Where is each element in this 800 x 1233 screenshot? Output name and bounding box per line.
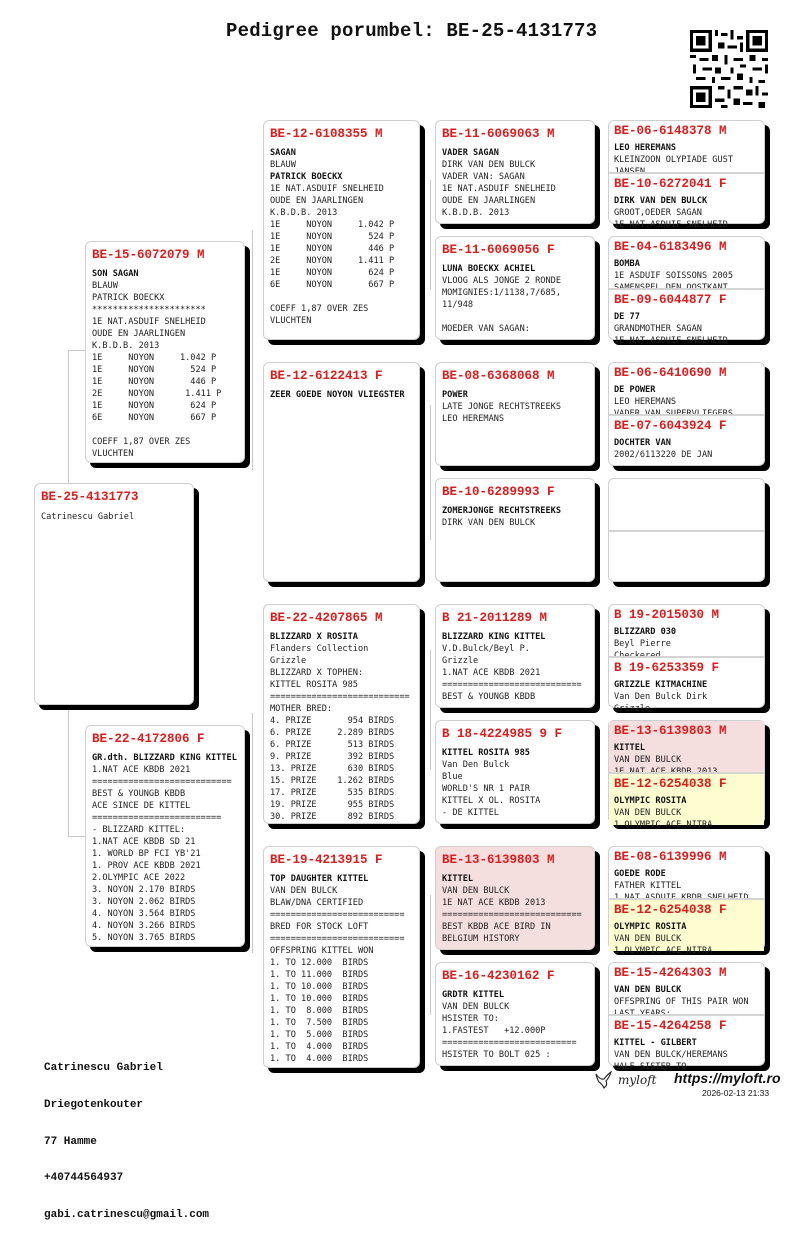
notes	[442, 517, 589, 529]
notes	[614, 933, 759, 957]
note-line: 11/948	[442, 300, 474, 310]
pigeon-name: VAN DEN BULCK	[614, 985, 682, 995]
note-line: 2002/6113220 DE JAN	[614, 450, 713, 460]
ancestor-entry[interactable]	[609, 288, 764, 346]
pigeon-name: BLIZZARD KING KITTEL	[442, 632, 546, 642]
note-line: ===========================	[442, 910, 582, 920]
ring-number: BE-09-6044877 F	[614, 293, 727, 307]
ring-number: BE-13-6139803 M	[442, 853, 555, 867]
pigeon-name: SON SAGAN	[92, 269, 139, 279]
note-line: VAN DEN BULCK	[270, 886, 338, 896]
note-line: FATHER KITTEL	[614, 881, 682, 891]
ancestor-entry[interactable]	[609, 121, 764, 177]
note-line: BEST KBDB ACE BIRD IN	[442, 922, 551, 932]
qr-code-icon	[690, 30, 768, 108]
note-line: MOEDER VAN SAGAN:	[442, 324, 530, 334]
pigeon-name: ZOMERJONGE RECHTSTREEKS	[442, 506, 561, 516]
note-line: DIRK VAN DEN BULCK	[442, 518, 536, 528]
ancestor-entry[interactable]	[609, 656, 764, 714]
pigeon-name: VADER SAGAN	[442, 148, 499, 158]
note-line: GROOT,OEDER SAGAN	[614, 208, 702, 218]
ring-number: BE-16-4230162 F	[442, 969, 555, 983]
notes	[270, 643, 414, 823]
pigeon-name: ZEER GOEDE NOYON VLIEGSTER	[270, 390, 405, 400]
owner-name: Catrinescu Gabriel	[44, 1062, 163, 1075]
note-line: 1. WORLD BP FCI YB'21	[92, 849, 201, 859]
note-line: 1E NOYON 446 P	[270, 244, 395, 254]
note-line: OUDE EN JAARLINGEN	[270, 196, 364, 206]
note-line: BELGIUM HISTORY	[442, 934, 520, 944]
note-line: OUDE EN JAARLINGEN	[442, 196, 536, 206]
pigeon-name: BLIZZARD X ROSITA	[270, 632, 358, 642]
ring-number: BE-07-6043924 F	[614, 419, 727, 433]
ancestor-entry[interactable]	[609, 898, 764, 956]
note-line: Flanders Collection	[270, 644, 369, 654]
notes	[92, 280, 239, 460]
ancestor-entry[interactable]	[609, 605, 764, 661]
pigeon-name: DE POWER	[614, 385, 656, 395]
note-line: 1E NAT.ASDUIF SNELHEID	[442, 184, 556, 194]
note-line: Checkered	[614, 651, 661, 661]
notes	[442, 1001, 589, 1061]
note-line: 1E NOYON 624 P	[270, 268, 395, 278]
pigeon-name: KITTEL ROSITA 985	[442, 748, 530, 758]
note-line: 1. TO 7.500 BIRDS	[270, 1018, 369, 1028]
note-line: 1E NOYON 524 P	[92, 365, 217, 375]
great-grandparent-card[interactable]	[435, 604, 595, 708]
ring-number: BE-19-4213915 F	[270, 853, 383, 867]
note-line: ==========================	[270, 910, 405, 920]
note-line: MOTHER BRED:	[270, 704, 333, 714]
ancestor-entry[interactable]	[609, 1014, 764, 1072]
note-line: 6E NOYON 667 P	[92, 413, 217, 423]
pigeon-name: KITTEL	[442, 874, 474, 884]
note-line: 1.OLYMPIC ACE NITRA	[614, 946, 713, 956]
ring-number: BE-12-6254038 F	[614, 777, 727, 791]
ancestor-entry[interactable]	[609, 772, 764, 830]
note-line: ===========================	[442, 680, 582, 690]
ring-number: BE-06-6410690 M	[614, 366, 727, 380]
great-grandparent-card[interactable]	[435, 846, 595, 950]
owner-city: 77 Hamme	[44, 1135, 97, 1148]
pigeon-name: KITTEL - GILBERT	[614, 1038, 697, 1048]
ring-number: BE-04-6183496 M	[614, 240, 727, 254]
grandparent-card[interactable]	[263, 846, 420, 1068]
website-link[interactable]: https://myloft.ro	[674, 1070, 781, 1086]
brand-logo	[594, 1070, 656, 1090]
ancestor-entry[interactable]	[609, 414, 764, 467]
note-line: OUDE EN JAARLINGEN	[92, 329, 186, 339]
note-line: Blue	[442, 772, 463, 782]
pigeon-name: DOCHTER VAN	[614, 438, 671, 448]
note-line: DIRK VAN DEN BULCK	[442, 160, 536, 170]
note-line: ===========================	[92, 777, 232, 787]
note-line: Grizzle	[442, 656, 479, 666]
owner-street: Driegotenkouter	[44, 1099, 144, 1112]
connector-line	[430, 405, 431, 540]
connector-line	[252, 713, 253, 953]
great-grandparent-card[interactable]	[435, 478, 595, 582]
ancestor-pair-card[interactable]	[608, 362, 765, 466]
note-line: LEO HEREMANS	[442, 414, 505, 424]
ancestor-entry[interactable]	[609, 721, 764, 772]
note-line: 1E NAT ACE KBDB 2013	[442, 898, 546, 908]
note-line: BLAW/DNA CERTIFIED	[270, 898, 364, 908]
note-line: ==========================	[442, 1038, 577, 1048]
note-line: - BLIZZARD KITTEL:	[92, 825, 186, 835]
note-line: BRED FOR STOCK LOFT	[270, 922, 369, 932]
notes	[442, 759, 589, 819]
connector-line	[68, 836, 86, 837]
ring-number: BE-08-6139996 M	[614, 850, 727, 864]
note-line: 1E NOYON 624 P	[92, 401, 217, 411]
note-line: BEST & YOUNGB KBDB	[442, 692, 536, 702]
note-line: 6. PRIZE 513 BIRDS	[270, 740, 395, 750]
note-line: VAN DEN BULCK	[614, 934, 682, 944]
mother-card[interactable]	[85, 725, 245, 947]
pigeon-name: OLYMPIC ROSITA	[614, 796, 687, 806]
note-line: VAN DEN BULCK/HEREMANS	[614, 1050, 728, 1060]
pigeon-name: SAGAN	[270, 148, 296, 158]
owner-phone: +40744564937	[44, 1172, 124, 1185]
note-line: VADER VAN: SAGAN	[442, 172, 525, 182]
note-line: 1E NAT.ASDUIF SNELHEID	[614, 336, 728, 346]
connector-line	[430, 895, 431, 1015]
note-line: 1.OLYMPIC ACE NITRA	[614, 820, 713, 830]
note-line: 1E NAT.ASDUIF SNELHEID	[614, 220, 728, 230]
note-line: COEFF 1,87 OVER ZES	[270, 304, 369, 314]
note-line: ==========================	[270, 934, 405, 944]
ring-number: BE-15-6072079 M	[92, 248, 205, 262]
note-line: K.B.D.B. 2013	[270, 208, 338, 218]
note-line: VLOOG ALS JONGE 2 RONDE	[442, 276, 561, 286]
timestamp: 2026-02-13 21:33	[702, 1088, 770, 1098]
note-line: 1. TO 4.000 BIRDS	[270, 1054, 369, 1064]
notes	[614, 323, 759, 347]
ancestor-entry[interactable]	[609, 479, 764, 530]
note-line: 1.NAT ACE KBDB 2021	[92, 765, 191, 775]
notes	[614, 691, 759, 715]
great-grandparent-card[interactable]	[435, 962, 595, 1066]
note-line: 4. PRIZE 954 BIRDS	[270, 716, 395, 726]
note-line: HSISTER TO BOLT 025 :	[442, 1050, 551, 1060]
note-line: 3. NOYON 2.062 BIRDS	[92, 897, 196, 907]
note-line: 15. PRIZE 1.262 BIRDS	[270, 776, 395, 786]
note-line: 30. PRIZE 892 BIRDS	[270, 812, 395, 822]
great-grandparent-card[interactable]	[435, 362, 595, 466]
subject-card[interactable]	[34, 483, 194, 705]
note-line: 1. PROV ACE KBDB 2021	[92, 861, 201, 871]
notes	[442, 643, 589, 703]
owner-email: gabi.catrinescu@gmail.com	[44, 1208, 210, 1221]
note-line: 1.FASTEST +12.000P	[442, 1026, 546, 1036]
ring-number: BE-10-6289993 F	[442, 485, 555, 499]
note-line: BLAUW	[270, 160, 296, 170]
notes	[270, 183, 414, 327]
note-line: LEO HEREMANS	[614, 397, 677, 407]
note-line: 19. PRIZE 955 BIRDS	[270, 800, 395, 810]
note-line: V.D.Bulck/Beyl P.	[442, 644, 530, 654]
note-line: VADER VAN SUPERVLIEGERS	[614, 409, 733, 419]
note-line: BEST & YOUNGB KBDB	[92, 789, 186, 799]
pigeon-name: OLYMPIC ROSITA	[614, 922, 687, 932]
note-line: Beyl Pierre	[614, 639, 671, 649]
pigeon-name: BOMBA	[614, 259, 640, 269]
grandparent-card[interactable]	[263, 120, 420, 340]
ring-number: B 19-2015030 M	[614, 608, 720, 622]
note-line: KITTEL ROSITA 985	[270, 680, 358, 690]
note-line: - DE KITTEL	[442, 808, 499, 818]
ring-number: BE-08-6368068 M	[442, 369, 555, 383]
note-line: 13. PRIZE 630 BIRDS	[270, 764, 395, 774]
note-line: OFFSPRING KITTEL WON	[270, 946, 374, 956]
pigeon-name: LEO HEREMANS	[614, 143, 677, 153]
note-line: 2E NOYON 1.411 P	[92, 389, 222, 399]
note-line: Van Den Bulck Dirk	[614, 692, 708, 702]
notes	[442, 885, 589, 945]
grandparent-card[interactable]	[263, 362, 420, 582]
ring-number: BE-22-4172806 F	[92, 732, 205, 746]
note-line: JANSEN	[614, 167, 646, 177]
note-line: Grizzle	[614, 704, 651, 714]
pigeon-name: GRIZZLE KITMACHINE	[614, 680, 708, 690]
connector-line	[430, 650, 431, 770]
notes	[614, 207, 759, 231]
note-line: 1. TO 8.000 BIRDS	[270, 1006, 369, 1016]
connector-line	[68, 350, 69, 485]
note-line: LAST YEARS:	[614, 1009, 671, 1019]
pigeon-name: LUNA BOECKX ACHIEL	[442, 264, 536, 274]
notes	[270, 885, 414, 1065]
note-line: ===========================	[270, 692, 410, 702]
note-line: WORLD'S NR 1 PAIR	[442, 784, 530, 794]
pigeon-logo-icon	[594, 1070, 614, 1090]
note-line: 1. TO 5.000 BIRDS	[270, 1030, 369, 1040]
note-line: Van Den Bulck	[442, 760, 510, 770]
note-line: 4. NOYON 3.266 BIRDS	[92, 921, 196, 931]
ring-number: BE-12-6108355 M	[270, 127, 383, 141]
note-line: 1. TO 10.000 BIRDS	[270, 994, 369, 1004]
ancestor-pair-card[interactable]	[608, 120, 765, 230]
note-line: 4. NOYON 3.564 BIRDS	[92, 909, 196, 919]
pigeon-name: GOEDE RODE	[614, 869, 666, 879]
ancestor-pair-card[interactable]	[608, 720, 765, 830]
ring-number: B 18-4224985 9 F	[442, 727, 563, 741]
note-line: 1. TO 11.000 BIRDS	[270, 970, 369, 980]
breeder-name: PATRICK BOECKX	[270, 172, 343, 182]
note-line: PATRICK BOECKX	[92, 293, 165, 303]
ring-number: B 21-2011289 M	[442, 611, 548, 625]
ancestor-entry[interactable]	[609, 530, 764, 583]
note-line: 2E NOYON 1.411 P	[270, 256, 395, 266]
pigeon-name: TOP DAUGHTER KITTEL	[270, 874, 369, 884]
note-line: 6E NOYON 667 P	[270, 280, 395, 290]
ring-number: BE-06-6148378 M	[614, 124, 727, 138]
grandparent-card[interactable]	[263, 604, 420, 824]
note-line: 1E ASDUIF SOISSONS 2005	[614, 271, 733, 281]
ring-number: BE-11-6069056 F	[442, 243, 555, 257]
pigeon-name: BLIZZARD 030	[614, 627, 677, 637]
notes	[92, 764, 239, 944]
note-line: 1. TO 12.000 BIRDS	[270, 958, 369, 968]
great-grandparent-card[interactable]	[435, 236, 595, 340]
note-line: 1E NAT.ASDUIF SNELHEID	[270, 184, 384, 194]
notes	[442, 275, 589, 335]
note-line: =========================	[92, 813, 222, 823]
brand-name: myloft	[618, 1073, 657, 1087]
note-line: BLAUW	[92, 281, 118, 291]
ring-number: BE-22-4207865 M	[270, 611, 383, 625]
note-line: OFFSPRING OF THIS PAIR WON	[614, 997, 749, 1007]
note-line: COEFF 1,87 OVER ZES	[92, 437, 191, 447]
note-line: **********************	[92, 305, 206, 315]
ancestor-pair-card[interactable]	[608, 478, 765, 582]
ancestor-pair-card[interactable]	[608, 236, 765, 346]
pigeon-name: DIRK VAN DEN BULCK	[614, 196, 708, 206]
note-line: HSISTER TO:	[442, 1014, 499, 1024]
ancestor-pair-card[interactable]	[608, 962, 765, 1072]
connector-line	[68, 350, 86, 351]
note-line: VAN DEN BULCK	[614, 755, 682, 765]
notes	[614, 449, 759, 461]
note-line: 1E NOYON 524 P	[270, 232, 395, 242]
note-line: BLIZZARD X TOPHEN:	[270, 668, 364, 678]
notes	[270, 159, 414, 171]
notes	[442, 159, 589, 219]
note-line: VLUCHTEN	[92, 449, 134, 459]
note-line: Grizzle	[270, 656, 307, 666]
ancestor-entry[interactable]	[609, 237, 764, 293]
connector-line	[252, 230, 253, 470]
ancestor-entry[interactable]	[609, 363, 764, 419]
note-line: VAN DEN BULCK	[614, 808, 682, 818]
note-line: K.B.D.B. 2013	[92, 341, 160, 351]
pigeon-name: GRDTR KITTEL	[442, 990, 505, 1000]
note-line: ACE SINCE DE KITTEL	[92, 801, 191, 811]
ring-number: BE-15-4264303 M	[614, 966, 727, 980]
note-line: 17. PRIZE 535 BIRDS	[270, 788, 395, 798]
connector-line	[68, 705, 69, 837]
note-line: 9. PRIZE 392 BIRDS	[270, 752, 395, 762]
note-line: VLUCHTEN	[270, 316, 312, 326]
note-line: VAN DEN BULCK	[442, 886, 510, 896]
ancestor-entry[interactable]	[609, 963, 764, 1019]
ancestor-pair-card[interactable]	[608, 846, 765, 956]
note-line: MOMIGNIES:1/1138,7/685,	[442, 288, 561, 298]
note-line: 1E NAT.ASDUIF SNELHEID	[92, 317, 206, 327]
note-line	[270, 291, 414, 303]
father-card[interactable]	[85, 241, 245, 463]
note-line: KLEINZOON OLYPIADE GUST	[614, 155, 733, 165]
note-line: 6. PRIZE 2.289 BIRDS	[270, 728, 395, 738]
page-title: Pedigree porumbel: BE-25-4131773	[226, 20, 598, 42]
owner-name: Catrinescu Gabriel	[41, 512, 135, 522]
note-line: 1. TO 10.000 BIRDS	[270, 982, 369, 992]
ring-number: BE-25-4131773	[41, 490, 139, 504]
pigeon-name: DE 77	[614, 312, 640, 322]
ancestor-entry[interactable]	[609, 847, 764, 898]
pigeon-name: GR.dth. BLIZZARD KING KITTEL	[92, 753, 237, 763]
ancestor-pair-card[interactable]	[608, 604, 765, 714]
ring-number: B 19-6253359 F	[614, 661, 720, 675]
ring-number: BE-10-6272041 F	[614, 177, 727, 191]
notes	[442, 401, 589, 425]
note-line: LATE JONGE RECHTSTREEKS	[442, 402, 561, 412]
note-line: 1E NOYON 1.042 P	[270, 220, 395, 230]
note-line: K.B.D.B. 2013	[442, 208, 510, 218]
ring-number: BE-15-4264258 F	[614, 1019, 727, 1033]
pigeon-name: KITTEL	[614, 743, 646, 753]
note-line: 2.OLYMPIC ACE 2022	[92, 873, 186, 883]
note-line: SAMENSPEL DEN OOSTKANT	[614, 283, 728, 293]
note-line: 3. NOYON 2.170 BIRDS	[92, 885, 196, 895]
ring-number: BE-12-6122413 F	[270, 369, 383, 383]
ring-number: BE-13-6139803 M	[614, 724, 727, 738]
note-line: VAN DEN BULCK	[442, 1002, 510, 1012]
note-line: 5. NOYON 3.765 BIRDS	[92, 933, 196, 943]
ancestor-entry[interactable]	[609, 172, 764, 230]
note-line: 1.NAT ACE KBDB SD 21	[92, 837, 196, 847]
note-line: 1E NOYON 1.042 P	[92, 353, 217, 363]
note-line: 1.NAT ACE KBDB 2021	[442, 668, 541, 678]
notes	[614, 807, 759, 831]
ring-number: BE-11-6069063 M	[442, 127, 555, 141]
owner-contact	[44, 1038, 209, 1233]
note-line: GRANDMOTHER SAGAN	[614, 324, 702, 334]
pigeon-name: POWER	[442, 390, 468, 400]
connector-line	[430, 180, 431, 290]
great-grandparent-card[interactable]	[435, 120, 595, 224]
note-line: 1E NOYON 446 P	[92, 377, 217, 387]
great-grandparent-card[interactable]	[435, 720, 595, 824]
ring-number: BE-12-6254038 F	[614, 903, 727, 917]
note-line: 1. TO 4.000 BIRDS	[270, 1042, 369, 1052]
note-line	[92, 424, 239, 436]
note-line: HALF SISTER TO	[614, 1062, 687, 1072]
note-line: KITTEL X OL. ROSITA	[442, 796, 541, 806]
note-line	[442, 311, 589, 323]
